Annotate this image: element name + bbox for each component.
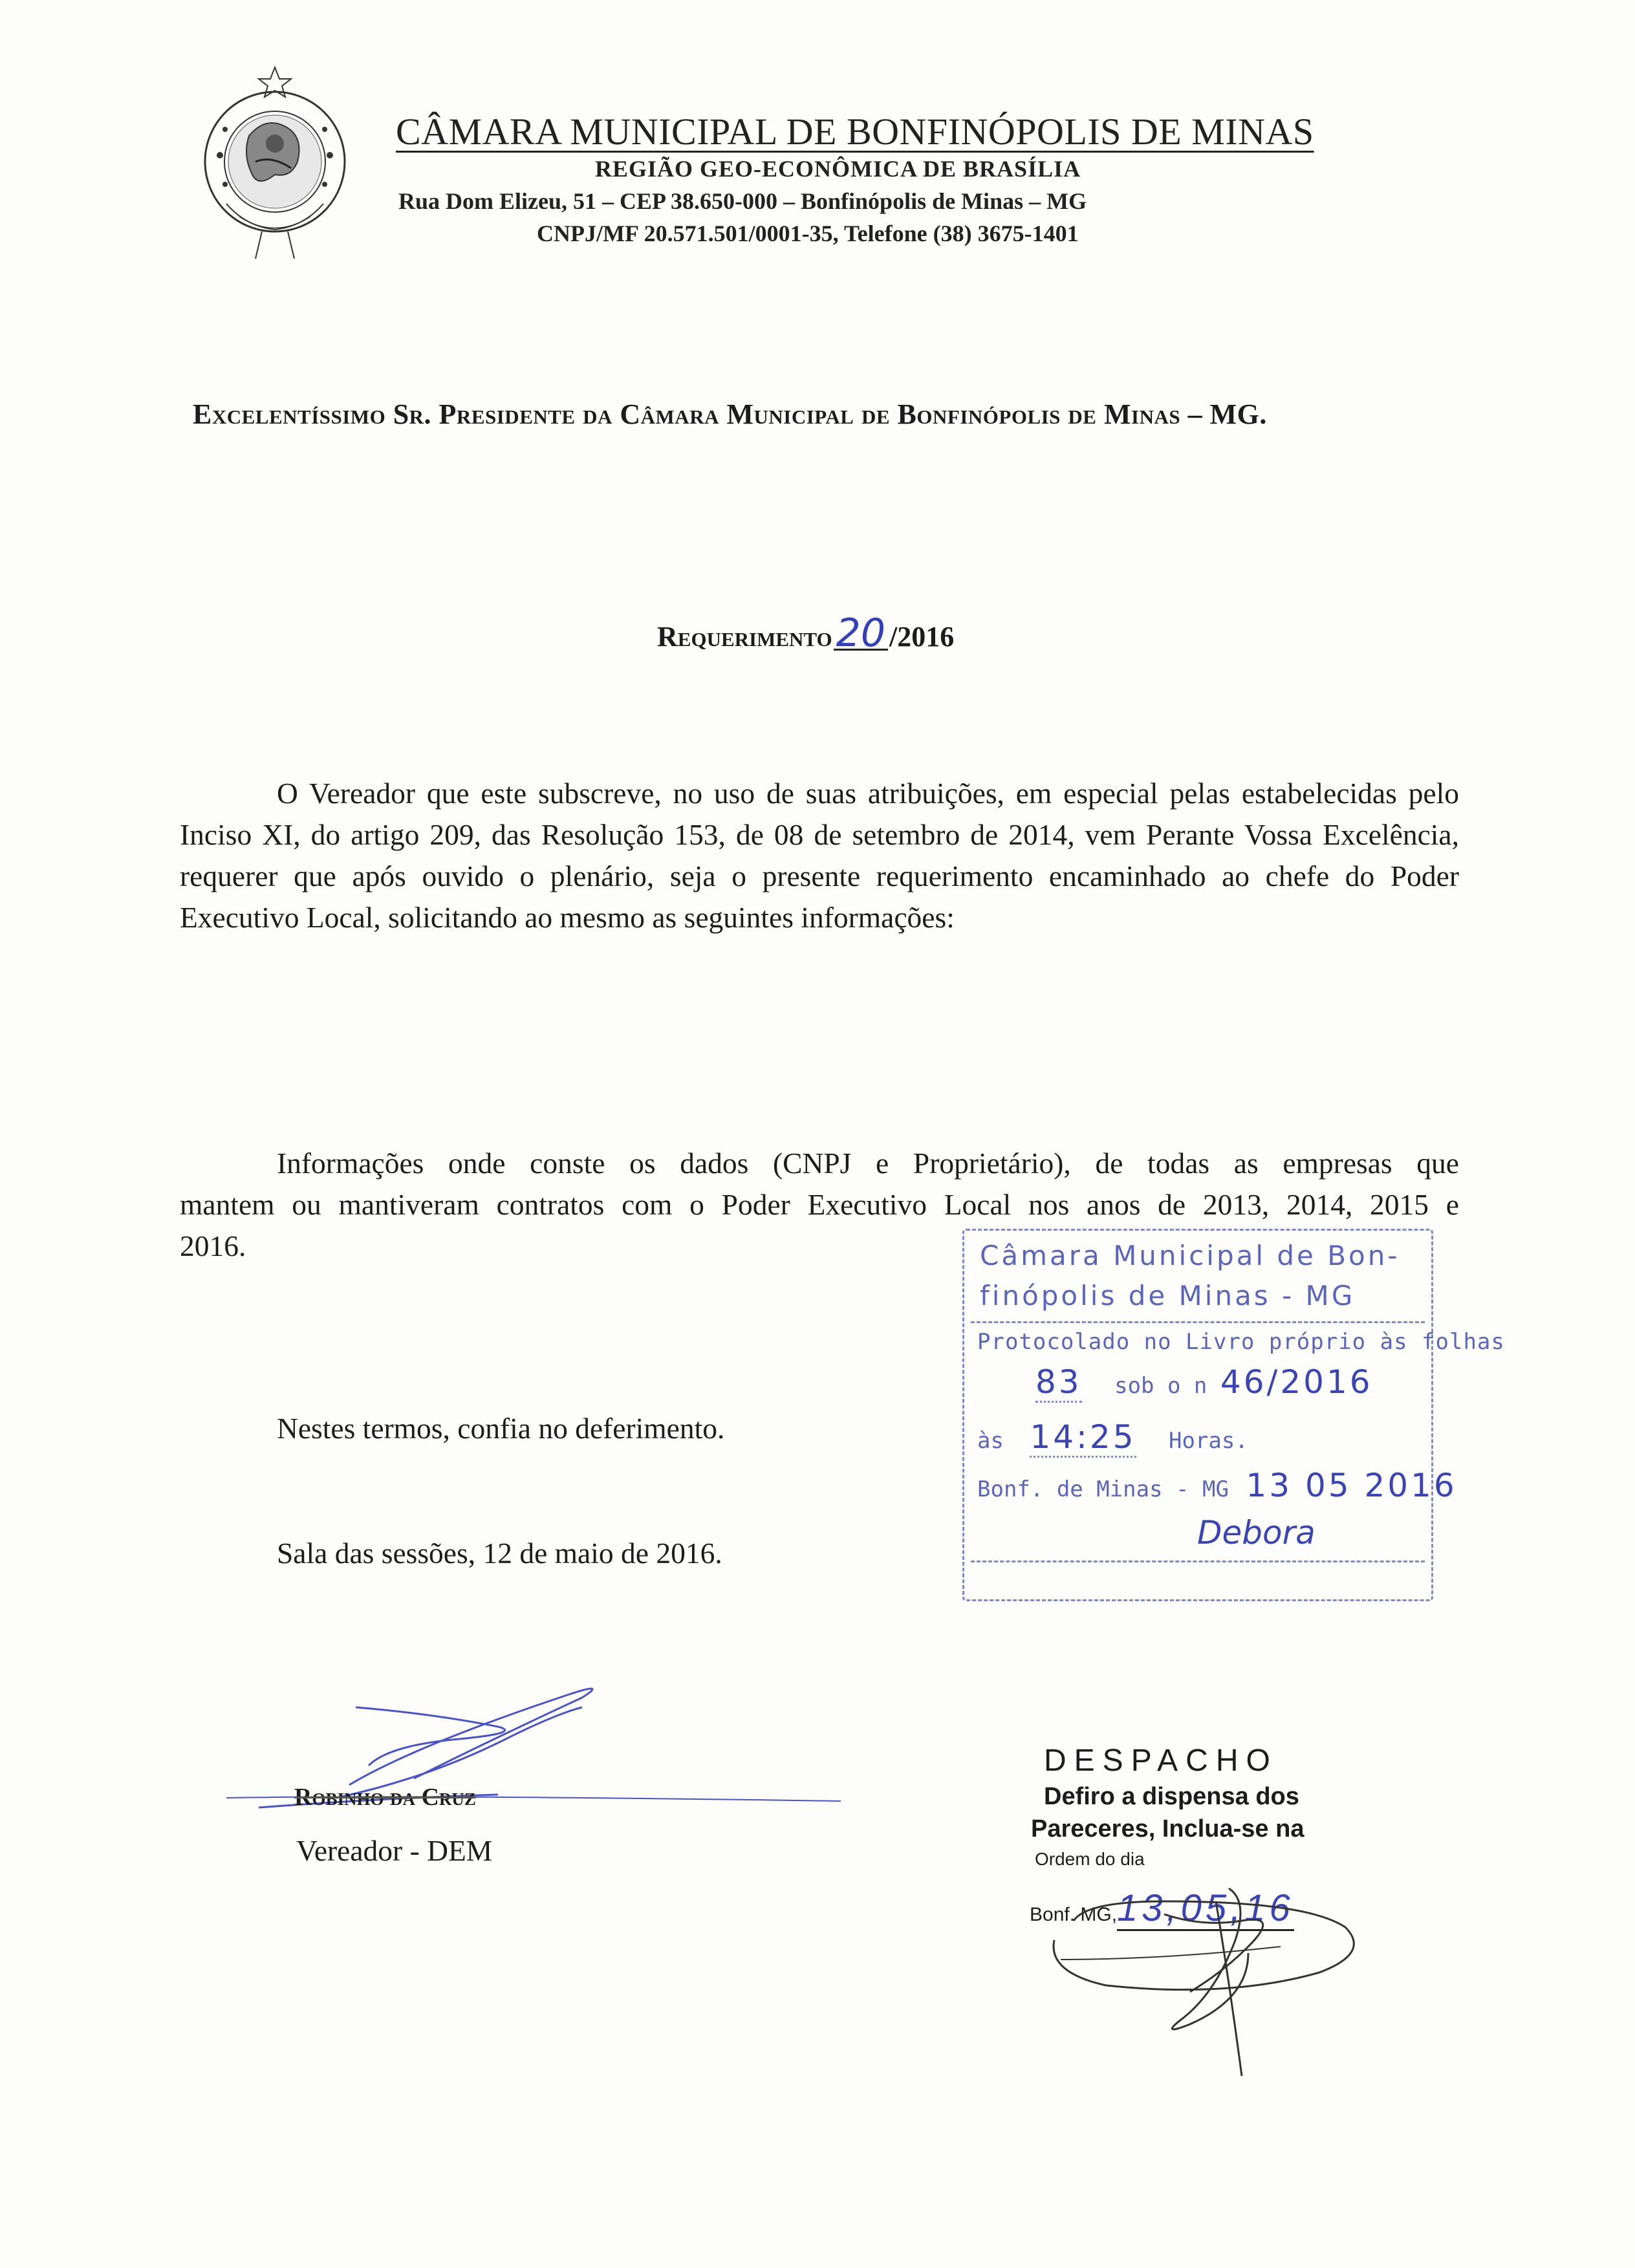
requerimento-label: Requerimento xyxy=(657,621,832,653)
stamp-horas-label: Horas. xyxy=(1169,1428,1248,1454)
despacho-line-2: Pareceres, Inclua-se na xyxy=(1031,1815,1305,1842)
municipal-seal xyxy=(194,65,356,272)
institution-address: Rua Dom Elizeu, 51 – CEP 38.650-000 – Bonfinópolis de Minas – MG xyxy=(398,188,1087,214)
place-date: Sala das sessões, 12 de maio de 2016. xyxy=(277,1537,722,1570)
stamp-sob-label: sob o n xyxy=(1114,1373,1207,1399)
stamp-date: 13 05 2016 xyxy=(1246,1467,1457,1504)
paragraph-2-line-1: Informações onde conste os dados (CNPJ e Proprietário), de todas as empresas que xyxy=(277,1147,1459,1180)
protocol-stamp xyxy=(962,1229,1505,1601)
stamp-rubric-row xyxy=(1197,1514,1316,1551)
signer-name: Robinho da Cruz xyxy=(294,1784,476,1811)
salutation: Excelentíssimo Sr. Presidente da Câmara Municipal de Bonfinópolis de Minas – MG. xyxy=(193,398,1267,430)
stamp-as-label: às xyxy=(977,1428,1004,1454)
body-paragraph-1: O Vereador que este subscreve, no uso de suas atribuições, em especial pelas estabelecidas pelo Inciso XI, do artigo 209, das Resolução 153, de 08 de setembro de 2014, vem Perante Vossa Excelência, requerer que após ouvido o plenário, seja o presente requerimento encaminhado ao chefe do Poder Executivo Local, solicitando ao mesmo as seguintes informações: xyxy=(180,777,1459,934)
stamp-divider xyxy=(971,1321,1425,1323)
institution-title: CÂMARA MUNICIPAL DE BONFINÓPOLIS DE MINAS xyxy=(396,111,1314,153)
despacho-title: DESPACHO xyxy=(1044,1744,1278,1778)
requerimento-heading xyxy=(657,610,955,656)
stamp-line-1: Câmara Municipal de Bon- xyxy=(980,1240,1400,1271)
requerimento-year: /2016 xyxy=(889,621,955,653)
paragraph-2-line-2: mantem ou mantiveram contratos com o Poder Executivo Local nos anos de 2013, 2014, 2015 e xyxy=(180,1188,1459,1221)
institution-region: REGIÃO GEO-ECONÔMICA DE BRASÍLIA xyxy=(595,156,1081,182)
stamp-rubric: Debora xyxy=(1197,1514,1316,1551)
despacho-date: 13,05,16 xyxy=(1117,1887,1294,1931)
stamp-line-3: Protocolado no Livro próprio às folhas xyxy=(977,1329,1505,1355)
stamp-numero: 46/2016 xyxy=(1220,1363,1373,1401)
stamp-folhas-row xyxy=(1035,1363,1373,1403)
despacho-line-1: Defiro a dispensa dos xyxy=(1044,1783,1299,1810)
institution-cnpj: CNPJ/MF 20.571.501/0001-35, Telefone (38) 3675-1401 xyxy=(537,221,1079,246)
signer-role: Vereador - DEM xyxy=(296,1834,493,1867)
stamp-folhas: 83 xyxy=(1035,1363,1082,1403)
despacho-date-label: Bonf. MG, xyxy=(1030,1904,1118,1925)
stamp-bottom-rule xyxy=(971,1561,1425,1562)
stamp-hora: 14:25 xyxy=(1030,1418,1136,1458)
stamp-hora-row xyxy=(977,1418,1248,1458)
stamp-date-row xyxy=(977,1467,1457,1504)
closing-text: Nestes termos, confia no deferimento. xyxy=(277,1412,725,1445)
paragraph-2-line-3: 2016. xyxy=(180,1229,246,1262)
stamp-place-label: Bonf. de Minas - MG xyxy=(977,1476,1229,1502)
despacho-line-3: Ordem do dia xyxy=(1035,1849,1145,1869)
requerimento-number: 20 xyxy=(834,618,888,651)
stamp-line-2: finópolis de Minas - MG xyxy=(980,1280,1356,1312)
president-signature xyxy=(1035,1863,1397,2095)
